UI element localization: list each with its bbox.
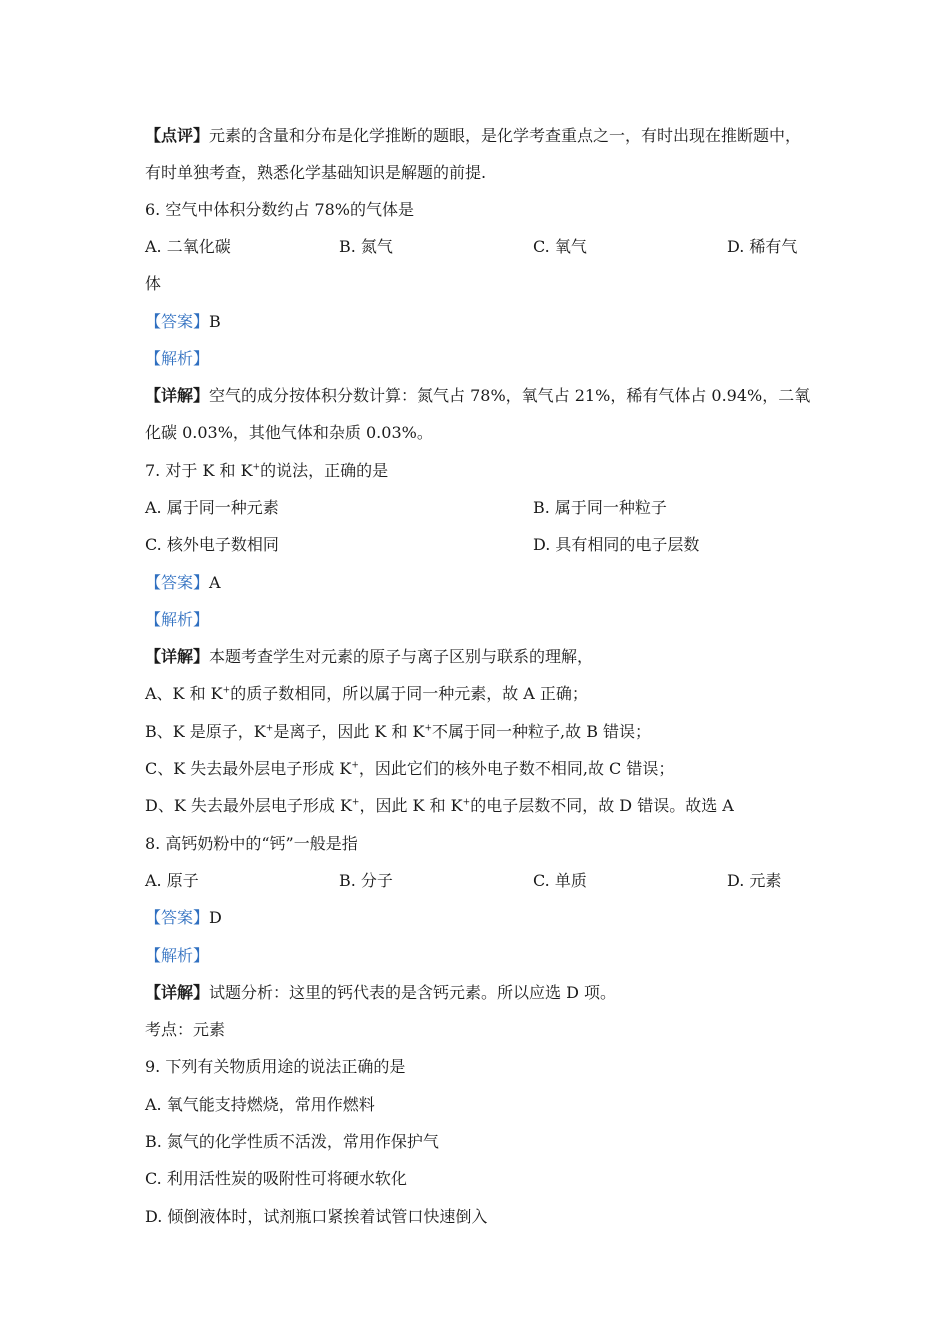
detail-text: 空气的成分按体积分数计算：氮气占 78%，氧气占 21%，稀有气体占 0.94%，二氧 [209, 386, 811, 405]
q8-option-a: A. 原子 [145, 871, 199, 890]
answer-value: A [209, 573, 221, 592]
q8-option-b: B. 分子 [339, 871, 393, 890]
q9-option-c: C. 利用活性炭的吸附性可将硬水软化 [145, 1169, 407, 1188]
q7-option-d: D. 具有相同的电子层数 [533, 535, 700, 554]
q6-detail-1 [145, 386, 810, 406]
superscript-plus: + [424, 723, 433, 734]
q8-answer [145, 908, 222, 928]
q7-line-b [145, 722, 651, 742]
text-part: D、K 失去最外层电子形成 K [145, 796, 352, 815]
q6-stem: 6. 空气中体积分数约占 78%的气体是 [145, 200, 415, 219]
detail-tag: 【详解】 [145, 647, 210, 666]
q8-kaodian: 考点：元素 [145, 1020, 226, 1039]
answer-value: D [209, 908, 222, 927]
q7-stem-part: 7. 对于 K 和 K [145, 461, 253, 480]
q6-answer [145, 312, 221, 332]
q7-option-c: C. 核外电子数相同 [145, 535, 279, 554]
text-part: C、K 失去最外层电子形成 K [145, 759, 352, 778]
q8-stem: 8. 高钙奶粉中的“钙”一般是指 [145, 834, 358, 853]
q7-line-d [145, 796, 734, 816]
q6-option-d: D. 稀有气 [727, 237, 798, 256]
q9-option-d: D. 倾倒液体时，试剂瓶口紧挨着试管口快速倒入 [145, 1207, 488, 1226]
superscript-plus: + [351, 760, 359, 771]
comment-text-1: 元素的含量和分布是化学推断的题眼，是化学考查重点之一，有时出现在推断题中， [209, 126, 802, 145]
q6-option-d-wrap: 体 [145, 274, 162, 293]
text-part: B、K 是原子，K [145, 722, 266, 741]
detail-tag: 【详解】 [145, 983, 210, 1002]
text-part: A、K 和 K [145, 684, 223, 703]
q7-option-b: B. 属于同一种粒子 [533, 498, 667, 517]
comment-tag: 【点评】 [145, 126, 210, 145]
detail-text: 本题考查学生对元素的原子与离子区别与联系的理解， [209, 647, 594, 666]
q7-line-a [145, 684, 588, 704]
q9-option-b: B. 氮气的化学性质不活泼，常用作保护气 [145, 1132, 439, 1151]
q6-detail-2: 化碳 0.03%，其他气体和杂质 0.03%。 [145, 423, 433, 442]
q8-option-c: C. 单质 [533, 871, 587, 890]
answer-tag: 【答案】 [145, 312, 210, 331]
superscript-plus: + [252, 462, 261, 473]
q6-option-a: A. 二氧化碳 [145, 237, 231, 256]
q7-detail-0 [145, 647, 593, 667]
q8-detail-1 [145, 983, 616, 1003]
superscript-plus: + [265, 723, 274, 734]
q7-stem-part: 的说法，正确的是 [260, 461, 389, 480]
q7-stem [145, 461, 388, 481]
detail-text: 试题分析：这里的钙代表的是含钙元素。所以应选 D 项。 [209, 983, 617, 1002]
q7-answer [145, 573, 221, 593]
text-part: 不属于同一种粒子,故 B 错误； [432, 722, 652, 741]
q6-option-b: B. 氮气 [339, 237, 393, 256]
comment-line-2: 有时单独考查，熟悉化学基础知识是解题的前提. [145, 163, 487, 182]
answer-tag: 【答案】 [145, 908, 210, 927]
q8-option-d: D. 元素 [727, 871, 782, 890]
answer-tag: 【答案】 [145, 573, 210, 592]
superscript-plus: + [462, 797, 471, 808]
q9-stem: 9. 下列有关物质用途的说法正确的是 [145, 1057, 406, 1076]
superscript-plus: + [222, 685, 231, 696]
q7-option-a: A. 属于同一种元素 [145, 498, 279, 517]
answer-value: B [209, 312, 221, 331]
superscript-plus: + [351, 797, 360, 808]
q7-line-c [145, 759, 674, 779]
text-part: 是离子，因此 K 和 K [273, 722, 425, 741]
q6-analysis-tag: 【解析】 [145, 349, 210, 368]
text-part: ，因此 K 和 K [359, 796, 463, 815]
q9-option-a: A. 氧气能支持燃烧，常用作燃料 [145, 1095, 375, 1114]
q7-analysis-tag: 【解析】 [145, 610, 210, 629]
text-part: 的质子数相同，所以属于同一种元素，故 A 正确； [230, 684, 588, 703]
q6-option-c: C. 氧气 [533, 237, 587, 256]
comment-line-1 [145, 126, 801, 146]
q8-analysis-tag: 【解析】 [145, 946, 210, 965]
text-part: ，因此它们的核外电子数不相同,故 C 错误； [358, 759, 675, 778]
detail-tag: 【详解】 [145, 386, 210, 405]
text-part: 的电子层数不同，故 D 错误。故选 A [470, 796, 734, 815]
